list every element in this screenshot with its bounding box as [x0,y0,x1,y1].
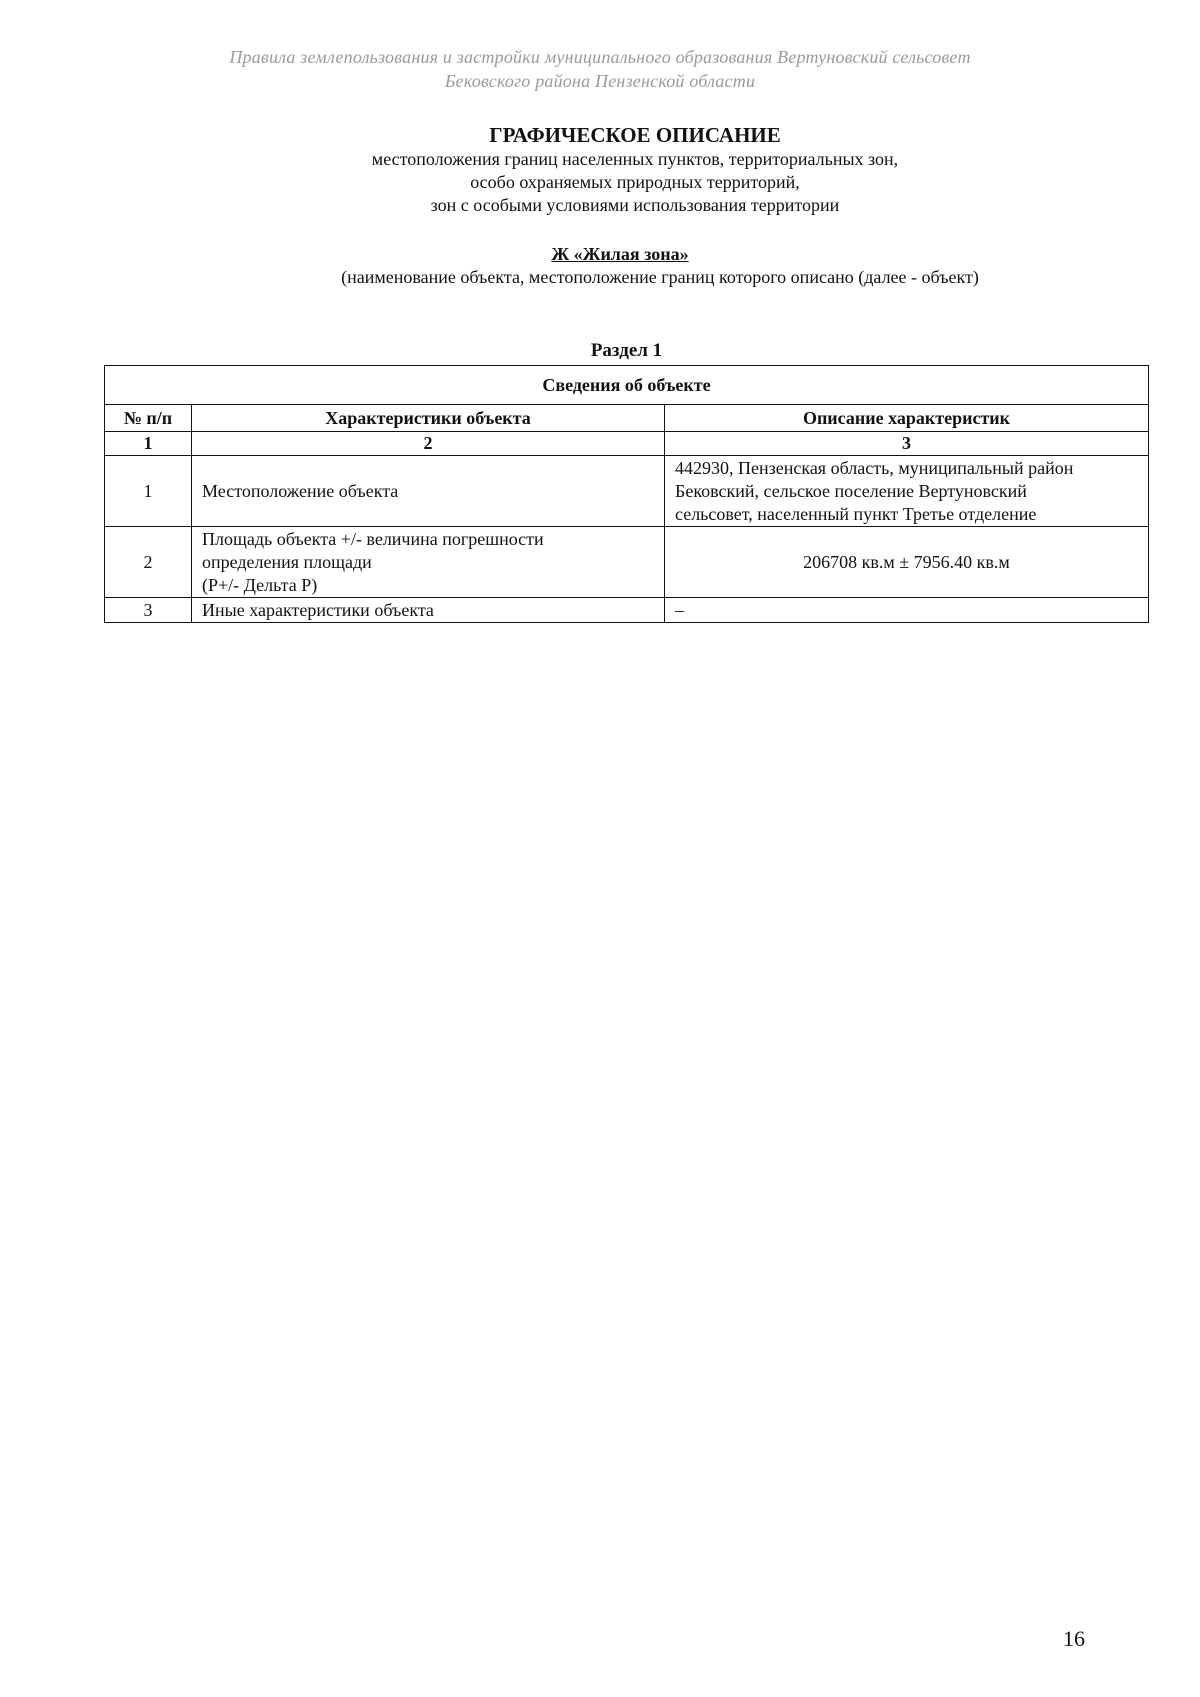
description-line: 206708 кв.м ± 7956.40 кв.м [803,551,1010,572]
characteristic-line: Местоположение объекта [202,480,399,501]
object-block [120,243,1200,289]
object-caption: (наименование объекта, местоположение границ которого описано (далее - объект) [341,267,979,287]
row-number: 2 [105,527,192,598]
running-header-line-1: Правила землепользования и застройки муниципального образования Вертуновский сельсовет [229,47,971,67]
column-number-1: 1 [105,432,192,456]
column-number-row [105,432,1149,456]
document-title: ГРАФИЧЕСКОЕ ОПИСАНИЕ [489,123,781,147]
running-header [150,45,1050,93]
object-info-table [104,365,1149,623]
subtitle-line-1: местоположения границ населенных пунктов, территориальных зон, [371,149,899,169]
header-characteristic: Характеристики объекта [192,405,665,432]
row-characteristic [192,598,665,623]
section-title: Раздел 1 [590,340,663,361]
row-description [665,527,1149,598]
characteristic-line: определения площади [202,551,372,572]
subtitle-line-2: особо охраняемых природных территорий, [470,172,800,192]
running-header-line-2: Бековского района Пензенской области [444,71,756,91]
column-number-2: 2 [192,432,665,456]
table-caption-row [105,366,1149,405]
characteristic-line: (P+/- Дельта P) [202,574,318,595]
header-description: Описание характеристик [665,405,1149,432]
row-number: 1 [105,456,192,527]
object-name: Ж «Жилая зона» [551,244,689,264]
table-caption: Сведения об объекте [105,366,1149,405]
title-block [120,122,1150,217]
row-characteristic [192,456,665,527]
header-number: № п/п [105,405,192,432]
description-line: сельсовет, населенный пункт Третье отделение [675,503,1037,524]
row-description [665,598,1149,623]
description-line: Бековский, сельское поселение Вертуновский [675,480,1027,501]
subtitle-line-3: зон с особыми условиями использования территории [430,195,840,215]
description-line: 442930, Пензенская область, муниципальный район [675,457,1074,478]
row-characteristic [192,527,665,598]
table-row [105,527,1149,598]
column-number-3: 3 [665,432,1149,456]
table-row [105,456,1149,527]
row-number: 3 [105,598,192,623]
characteristic-line: Площадь объекта +/- величина погрешности [202,528,544,549]
page-number: 16 [1063,1626,1085,1651]
row-description [665,456,1149,527]
characteristic-line: Иные характеристики объекта [202,599,434,620]
table-header-row [105,405,1149,432]
table-row [105,598,1149,623]
description-line: – [675,599,684,620]
